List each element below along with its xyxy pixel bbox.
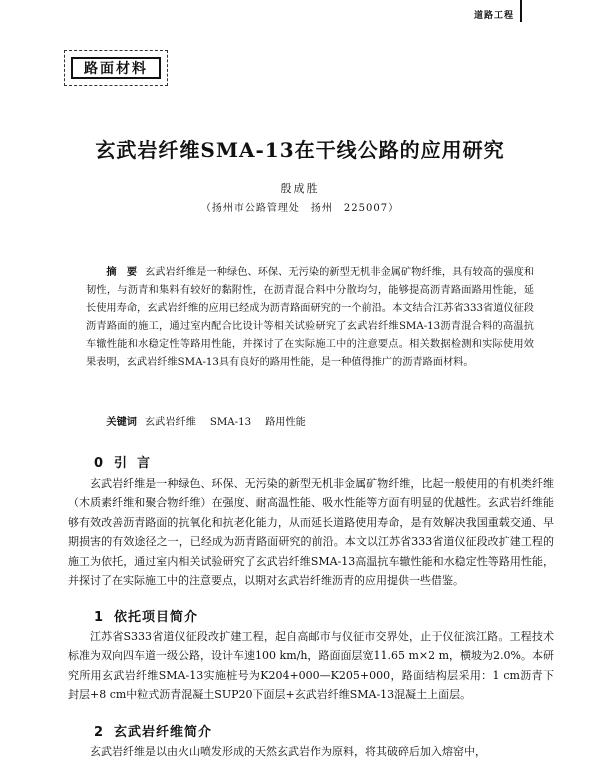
section-title: 玄武岩纤维简介 xyxy=(114,725,213,740)
section-number: 0 xyxy=(94,456,105,471)
section-number: 1 xyxy=(94,610,105,625)
keyword: 路用性能 xyxy=(265,417,306,428)
paragraph-project: 江苏省S333省道仪征段改扩建工程，起自高邮市与仪征市交界处，止于仪征滨江路。工程技术标准为双向四车道一级公路，设计车速100 km/h，路面面层宽11.65 m×2 m，横坡为2.0%。本研究所用玄武岩纤维SMA-13实施桩号为K204+000—K205+000，路面结构层采用：1 cm沥青下封层+8 cm中粒式沥青混凝土SUP20下面层+玄武岩纤维SMA-13混凝土上面层。 xyxy=(68,630,554,702)
section-label-box xyxy=(64,50,168,86)
paragraph-basalt-fiber: 玄武岩纤维是以由火山喷发形成的天然玄武岩作为原料，将其破碎后加入熔窑中， xyxy=(90,745,486,758)
keywords-label: 关键词 xyxy=(106,417,137,428)
abstract xyxy=(86,264,534,372)
section-heading-introduction xyxy=(94,452,160,471)
keyword: 玄武岩纤维 xyxy=(144,417,196,428)
section-heading-project xyxy=(94,606,198,625)
section-title: 引言 xyxy=(114,456,161,471)
running-head: 道路工程 xyxy=(473,11,514,21)
author: 殷成胜 xyxy=(280,182,320,195)
article-title: 玄武岩纤维SMA-13在干线公路的应用研究 xyxy=(95,138,505,162)
section-title: 依托项目简介 xyxy=(114,610,199,625)
paragraph-introduction: 玄武岩纤维是一种绿色、环保、无污染的新型无机非金属矿物纤维，比起一般使用的有机类纤维（木质素纤维和聚合物纤维）在强度、耐高温性能、吸水性能等方面有明显的优越性。玄武岩纤维能够有效改善沥青路面的抗氧化和抗老化能力，从而延长道路使用寿命，是有效解决我国重载交通、早期损害的有效途径之一，已经成为沥青路面研究的前沿。本文以江苏省333省道仪征段改扩建工程的施工为依托，通过室内相关试验研究了玄武岩纤维SMA-13高温抗车辙性能和水稳定性等路用性能，并探讨了在实际施工中的注意要点，以期对玄武岩纤维沥青的应用提供一些借鉴。 xyxy=(68,477,554,588)
section-heading-basalt-fiber xyxy=(94,721,212,740)
section-label: 路面材料 xyxy=(71,57,161,79)
keyword: SMA-13 xyxy=(209,417,252,428)
abstract-text: 玄武岩纤维是一种绿色、环保、无污染的新型无机非金属矿物纤维，具有较高的强度和韧性，与沥青和集料有较好的黏附性，在沥青混合料中分散均匀，能够提高沥青路面路用性能，延长使用寿命，玄武岩纤维的应用已经成为沥青路面研究的一个前沿。本文结合江苏省333省道仪征段沥青路面的施工，通过室内配合比设计等相关试验研究了玄武岩纤维SMA-13沥青混合料的高温抗车辙性能和水稳定性等路用性能，并探讨了在实际施工中的注意要点。相关数据检测和实际使用效果表明，玄武岩纤维SMA-13具有良好的路用性能，是一种值得推广的沥青路面材料。 xyxy=(86,267,535,368)
running-head-rule xyxy=(520,0,522,22)
affiliation: （扬州市公路管理处 扬州 225007） xyxy=(200,203,400,214)
keywords xyxy=(86,414,534,432)
abstract-label: 摘 要 xyxy=(106,267,138,278)
section-number: 2 xyxy=(94,725,105,740)
